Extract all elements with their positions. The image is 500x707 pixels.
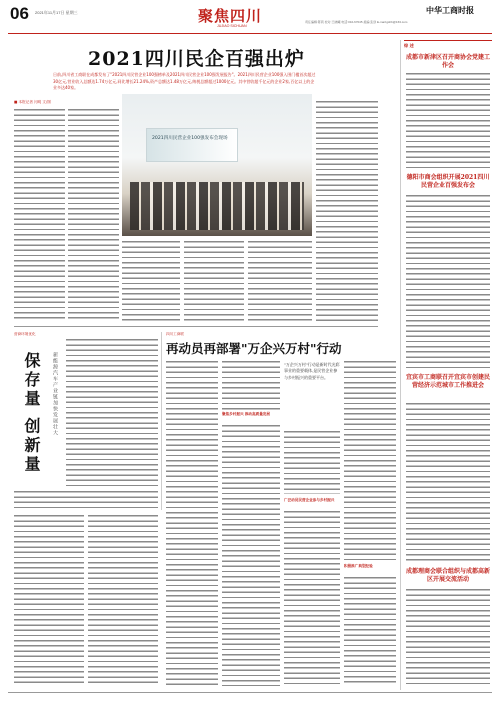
story2-sub1: 聚焦乡村振兴 推动高质量发展 xyxy=(222,412,270,416)
banner-text: 2021四川民营企业100强发布会现场 xyxy=(152,136,228,141)
section-title: 聚焦四川 xyxy=(198,7,263,25)
sidebar-news4-body xyxy=(406,588,490,686)
feature-headline: 保存量 创新量 xyxy=(22,352,41,475)
story2-col-2 xyxy=(222,360,280,410)
sidebar-news3-title: 宜宾市工商联召开宜宾市创建民营经济示范城市工作推进会 xyxy=(406,374,491,389)
story2-kicker: 四川工商联 xyxy=(166,332,184,336)
sidebar-news4-title: 成都理商会联合组织与成都高新区开展交流活动 xyxy=(406,568,491,583)
lead-headline: 2021四川民企百强出炉 xyxy=(88,48,305,70)
feature-subhead: 新能源汽车产业链加快发展壮大 xyxy=(52,352,58,436)
section-subtitle: JUJIAO SICHUAN xyxy=(217,24,247,28)
lead-body-col-6 xyxy=(316,100,378,322)
story2-pullquote: "万企兴万村"行动是新时代光彩事业的重要载体,是民营企业参与乡村振兴的重要平台。 xyxy=(284,362,340,380)
sidebar-column-label: 综 述 xyxy=(404,43,414,48)
sidebar-news1-body xyxy=(406,72,490,168)
feature-body xyxy=(66,338,158,486)
story2-col-3 xyxy=(284,430,340,494)
bottom-rule xyxy=(8,692,492,693)
story2-col-4b xyxy=(344,576,396,686)
story2-col-2b xyxy=(222,424,280,686)
page-number: 06 xyxy=(10,4,29,23)
sidebar-news1-title: 成都市新津区召开商协会党建工作会 xyxy=(406,54,491,69)
masthead xyxy=(0,0,500,34)
story2-headline: 再动员再部署"万企兴万村"行动 xyxy=(166,341,342,356)
lower-left-col-1 xyxy=(14,514,84,686)
feature-body-wide xyxy=(14,490,158,508)
lead-body-col-4 xyxy=(184,240,244,322)
lead-body-col-5 xyxy=(248,240,312,322)
lead-body-col-1 xyxy=(14,108,65,322)
editor-line: 责任编辑:陈莉 校对:王晓曦 电话:010-67045 美编:张剑 E-mail:gshb@163.com xyxy=(305,20,408,24)
issue-date: 2021年11月17日 星期三 xyxy=(35,10,78,15)
story2-col-1 xyxy=(166,360,218,686)
sidebar-news3-body xyxy=(406,402,490,562)
sidebar-news2-body xyxy=(406,194,490,368)
story2-col-4 xyxy=(344,360,396,560)
lead-deck: 日前,四川省工商联在成都发布了"2021四川民营企业100强榜单及2021四川民营企业100强发展报告"。2021四川民营企业100强入围门槛首次超过30亿元,营业收入总额达1.74万亿元,同比增长21.24%,资产总额达1.48万亿元,纳税总额超过1000亿元。其中营收超千亿元的企业2家,百亿以上的企业多达40家。 xyxy=(53,72,316,91)
paper-name: 中华工商时报 xyxy=(426,6,474,15)
story2-col-3b xyxy=(284,510,340,686)
speaker-row xyxy=(130,182,304,230)
masthead-rule xyxy=(8,33,492,34)
sidebar-divider xyxy=(400,40,401,690)
feature-kicker: 营商环境优化 xyxy=(14,332,36,336)
lead-bottom-rule xyxy=(14,326,378,327)
lead-photo xyxy=(122,94,312,236)
sidebar-column-tag xyxy=(404,40,492,51)
lead-body-col-2 xyxy=(68,108,119,322)
stage-banner xyxy=(146,128,238,162)
lead-byline: ■ 本报记者 闫明 文/图 xyxy=(14,100,51,104)
sidebar-news2-title: 德阳市商会组织开展2021四川民营企业百强发布会 xyxy=(406,174,490,189)
story2-sub3: 积极推广典型经验 xyxy=(344,564,373,568)
lower-left-body xyxy=(14,514,158,686)
lead-body-col-3 xyxy=(122,240,180,322)
lower-left-col-2 xyxy=(88,514,158,686)
story2-sub2: 广泛动员民营企业参与乡村振兴 xyxy=(284,498,335,502)
feature-divider xyxy=(161,332,162,510)
